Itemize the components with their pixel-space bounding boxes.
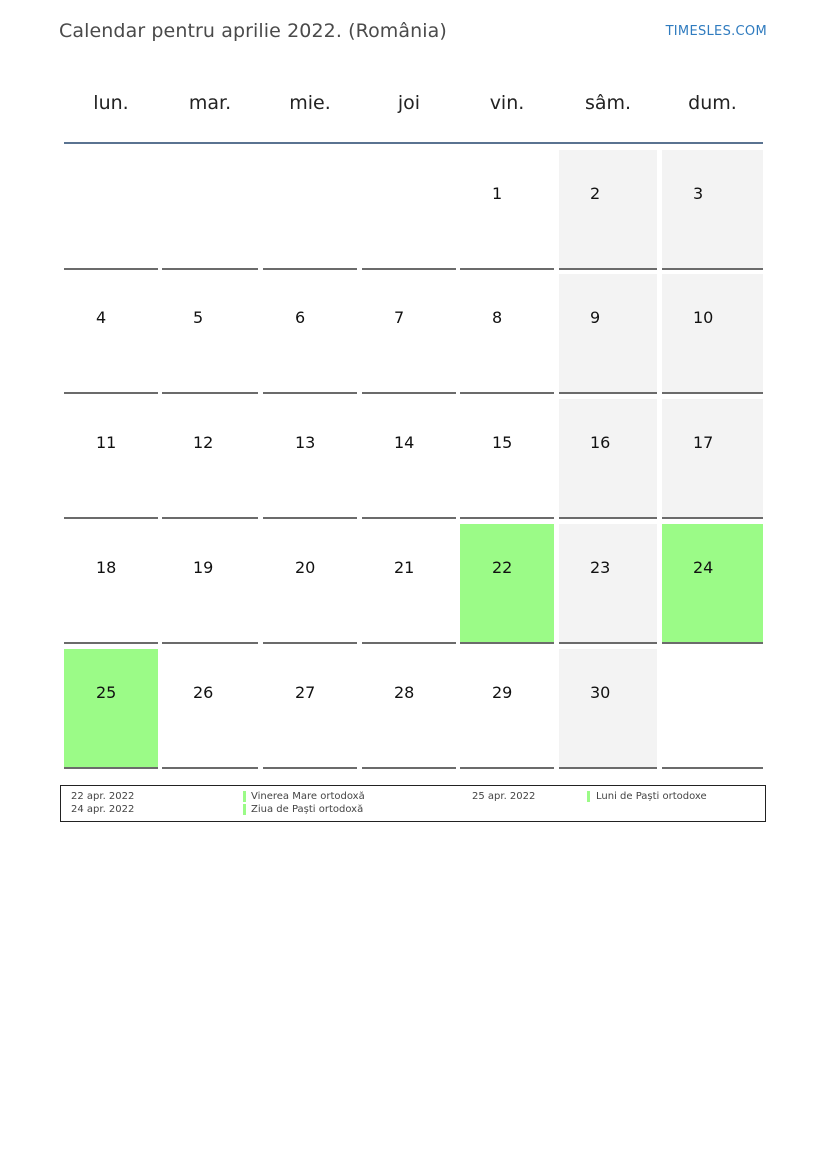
day-number: 28 <box>394 683 415 702</box>
day-number: 3 <box>693 184 704 203</box>
weekday-label: dum. <box>688 92 737 114</box>
holiday-day-cell <box>64 649 158 769</box>
day-number: 16 <box>590 433 611 452</box>
weekday-label: joi <box>397 92 421 114</box>
day-number: 19 <box>193 558 214 577</box>
day-cell <box>559 524 657 644</box>
day-cell <box>662 150 763 270</box>
day-cell <box>460 399 554 519</box>
day-number: 20 <box>295 558 316 577</box>
brand-link[interactable]: TIMESLES.COM <box>665 24 767 39</box>
day-cell <box>263 399 357 519</box>
legend-holiday-name: Luni de Paști ortodoxe <box>596 791 707 802</box>
day-number: 18 <box>96 558 117 577</box>
day-cell <box>559 649 657 769</box>
day-number: 7 <box>394 308 405 327</box>
legend-date: 24 apr. 2022 <box>71 804 135 815</box>
legend-date: 22 apr. 2022 <box>71 791 135 802</box>
day-number: 30 <box>590 683 611 702</box>
day-number: 9 <box>590 308 601 327</box>
day-cell <box>162 399 258 519</box>
day-number: 14 <box>394 433 415 452</box>
day-cell <box>162 524 258 644</box>
holiday-day-cell <box>662 524 763 644</box>
day-cell <box>362 649 456 769</box>
day-number: 21 <box>394 558 415 577</box>
weekday-label: vin. <box>489 92 525 114</box>
weekday-label: lun. <box>93 92 129 114</box>
day-number: 4 <box>96 308 107 327</box>
day-cell <box>64 274 158 394</box>
legend-holiday-name: Vinerea Mare ortodoxă <box>251 791 365 802</box>
day-number: 26 <box>193 683 214 702</box>
day-number: 5 <box>193 308 204 327</box>
day-number: 10 <box>693 308 714 327</box>
empty-day-cell <box>662 649 763 769</box>
empty-day-cell <box>162 150 258 270</box>
day-cell <box>362 274 456 394</box>
empty-day-cell <box>263 150 357 270</box>
page-title: Calendar pentru aprilie 2022. (România) <box>59 20 447 42</box>
empty-day-cell <box>362 150 456 270</box>
day-cell <box>162 649 258 769</box>
empty-day-cell <box>64 150 158 270</box>
day-number: 8 <box>492 308 503 327</box>
day-cell <box>362 399 456 519</box>
day-cell <box>662 399 763 519</box>
header-divider <box>64 142 763 144</box>
day-cell <box>64 399 158 519</box>
day-number: 25 <box>96 683 117 702</box>
day-number: 2 <box>590 184 601 203</box>
day-cell <box>362 524 456 644</box>
day-cell <box>559 150 657 270</box>
day-cell <box>662 274 763 394</box>
day-cell <box>64 524 158 644</box>
day-number: 1 <box>492 184 503 203</box>
day-number: 22 <box>492 558 513 577</box>
day-cell <box>460 150 554 270</box>
day-cell <box>559 274 657 394</box>
day-number: 15 <box>492 433 513 452</box>
day-number: 11 <box>96 433 117 452</box>
weekday-label: sâm. <box>584 92 632 114</box>
day-number: 6 <box>295 308 306 327</box>
day-cell <box>559 399 657 519</box>
day-number: 12 <box>193 433 214 452</box>
legend-date: 25 apr. 2022 <box>472 791 536 802</box>
day-number: 17 <box>693 433 714 452</box>
day-cell <box>460 649 554 769</box>
day-number: 27 <box>295 683 316 702</box>
day-cell <box>263 524 357 644</box>
day-number: 23 <box>590 558 611 577</box>
holiday-day-cell <box>460 524 554 644</box>
weekday-label: mar. <box>188 92 232 114</box>
day-cell <box>263 274 357 394</box>
legend-holiday-name: Ziua de Paști ortodoxă <box>251 804 364 815</box>
weekday-label: mie. <box>289 92 331 114</box>
day-cell <box>263 649 357 769</box>
day-number: 29 <box>492 683 513 702</box>
day-number: 13 <box>295 433 316 452</box>
day-cell <box>460 274 554 394</box>
day-number: 24 <box>693 558 714 577</box>
holiday-legend <box>60 785 766 822</box>
day-cell <box>162 274 258 394</box>
